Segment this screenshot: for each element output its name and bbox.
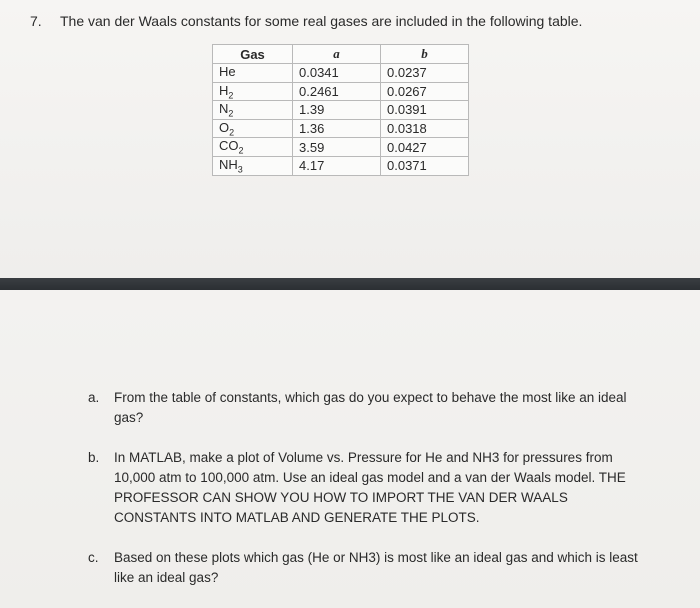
- table-header-row: [213, 45, 469, 64]
- header-b: b: [381, 45, 469, 64]
- gas-cell: $H_2$: [213, 82, 293, 101]
- a-cell: 3.59: [293, 138, 381, 157]
- b-cell: 0.0427: [381, 138, 469, 157]
- b-cell: 0.0318: [381, 119, 469, 138]
- question-number: 7.: [30, 13, 42, 29]
- gas-cell: $CO_2$: [213, 138, 293, 157]
- van-der-waals-table: [212, 44, 469, 176]
- question-heading: [30, 13, 582, 29]
- table-row: [213, 101, 469, 120]
- gas-cell: He: [213, 64, 293, 83]
- part-label: c.: [88, 550, 99, 565]
- table-row: [213, 138, 469, 157]
- table-row: [213, 64, 469, 83]
- question-text: The van der Waals constants for some real gases are included in the following table.: [60, 13, 583, 29]
- worksheet-top: [0, 0, 700, 278]
- part-c: [88, 548, 648, 588]
- table-row: [213, 119, 469, 138]
- b-cell: 0.0267: [381, 82, 469, 101]
- part-label: b.: [88, 450, 100, 465]
- part-b: [88, 448, 648, 528]
- a-cell: 1.36: [293, 119, 381, 138]
- gas-cell: $NH_3$: [213, 156, 293, 175]
- b-cell: 0.0371: [381, 156, 469, 175]
- gas-cell: $O_2$: [213, 119, 293, 138]
- part-a: [88, 388, 648, 428]
- part-text: In MATLAB, make a plot of Volume vs. Pressure for He and NH3 for pressures from 10,000 atm to 100,000 atm. Use an ideal gas model and a van der Waals model. THE PROFESSOR CAN SHOW YOU HOW TO IMPORT THE VAN DER WAALS CONSTANTS INTO MATLAB AND GENERATE THE PLOTS.: [114, 450, 626, 525]
- part-text: From the table of constants, which gas do you expect to behave the most like an ideal gas?: [114, 390, 627, 425]
- b-cell: 0.0391: [381, 101, 469, 120]
- gas-cell: $N_2$: [213, 101, 293, 120]
- table-row: [213, 156, 469, 175]
- worksheet-bottom: [0, 290, 700, 608]
- header-gas: Gas: [213, 45, 293, 64]
- a-cell: 4.17: [293, 156, 381, 175]
- b-cell: 0.0237: [381, 64, 469, 83]
- table-row: [213, 82, 469, 101]
- part-text: Based on these plots which gas (He or NH3) is most like an ideal gas and which is least like an ideal gas?: [114, 550, 638, 585]
- header-a: a: [293, 45, 381, 64]
- a-cell: 1.39: [293, 101, 381, 120]
- page-break-bar: [0, 278, 700, 290]
- a-cell: 0.2461: [293, 82, 381, 101]
- a-cell: 0.0341: [293, 64, 381, 83]
- part-label: a.: [88, 390, 100, 405]
